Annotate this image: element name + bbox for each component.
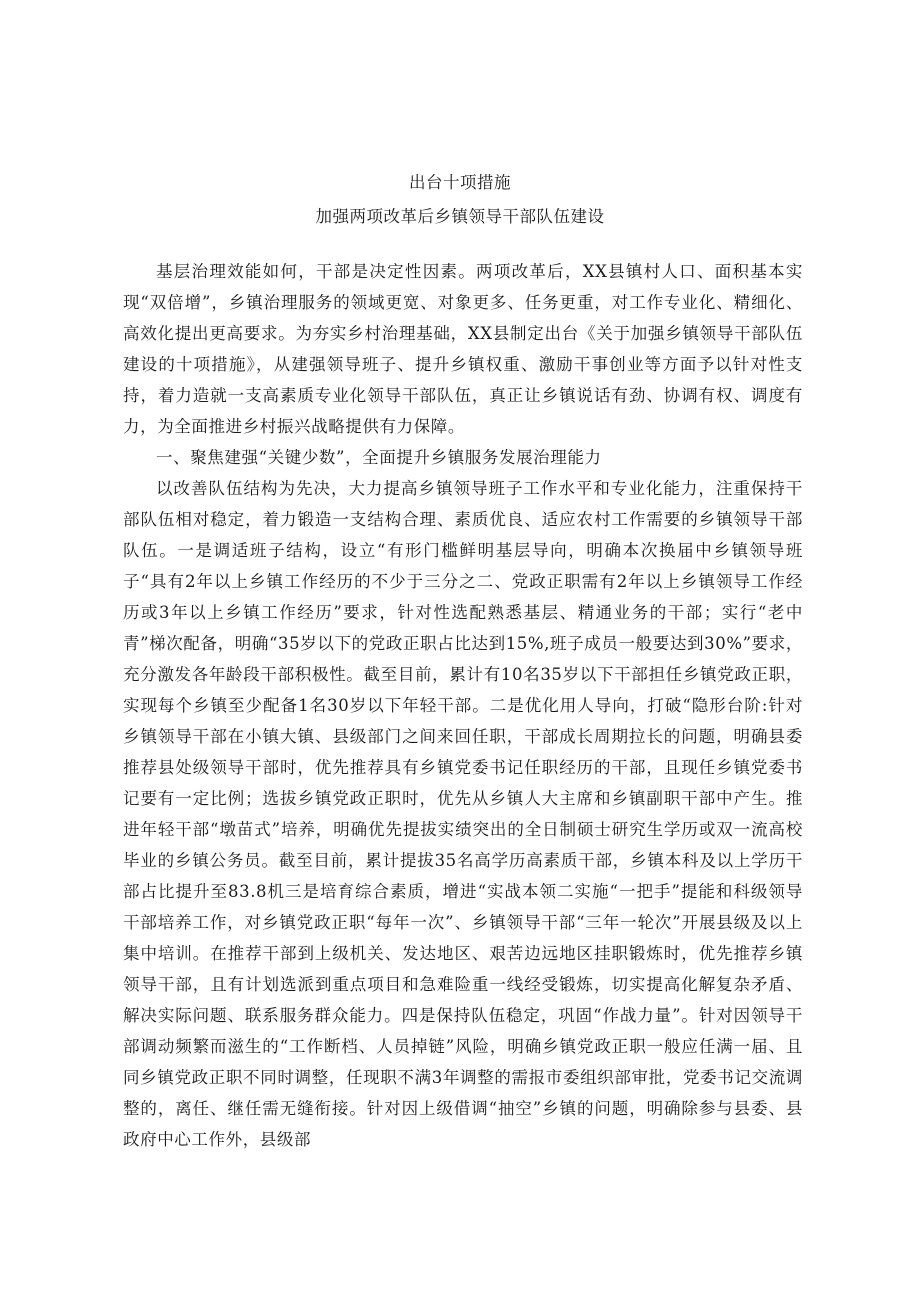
document-title: 出台十项措施 (409, 173, 511, 192)
section-heading: 一、聚焦建强“关键少数”，全面提升乡镇服务发展治理能力 (156, 448, 602, 467)
document-subtitle: 加强两项改革后乡镇领导干部队伍建设 (315, 207, 605, 226)
intro-paragraph: 基层治理效能如何，干部是决定性因素。两项改革后，XX县镇村人口、面积基本实现“双倍增”，乡镇治理服务的领域更宽、对象更多、任务更重，对工作专业化、精细化、高效化提出更高要求。为夯实乡村治理基础，XX县制定出台《关于加强乡镇领导干部队伍建设的十项措施》，从建强领导班子、提升乡镇权重、激励干事创业等方面予以针对性支持，着力造就一支高素质专业化领导干部队伍，真正让乡镇说话有劲、协调有权、调度有力，为全面推进乡村振兴战略提供有力保障。 (123, 262, 803, 436)
section-paragraph: 以改善队伍结构为先决，大力提高乡镇领导班子工作水平和专业化能力，注重保持干部队伍相对稳定，着力锻造一支结构合理、素质优良、适应农村工作需要的乡镇领导干部队伍。一是调适班子结构，设立“有形门槛鲜明基层导向，明确本次换届中乡镇领导班子“具有2年以上乡镇工作经历的不少于三分之二、党政正职需有2年以上乡镇领导工作经历或3年以上乡镇工作经历”要求，针对性选配熟悉基层、精通业务的干部；实行“老中青”梯次配备，明确“35岁以下的党政正职占比达到15%,班子成员一般要达到30%”要求，充分激发各年龄段干部积极性。截至目前，累计有10名35岁以下干部担任乡镇党政正职，实现每个乡镇至少配备1名30岁以下年轻干部。二是优化用人导向，打破“隐形台阶:针对乡镇领导干部在小镇大镇、县级部门之间来回任职，干部成长周期拉长的问题，明确县委推荐县处级领导干部时，优先推荐具有乡镇党委书记任职经历的干部，且现任乡镇党委书记要有一定比例；选拔乡镇党政正职时，优先从乡镇人大主席和乡镇副职干部中产生。推进年轻干部“墩苗式”培养，明确优先提拔实绩突出的全日制硕士研究生学历或双一流高校毕业的乡镇公务员。截至目前，累计提拔35名高学历高素质干部，乡镇本科及以上学历干部占比提升至83.8机三是培育综合素质，增进“实战本领二实施“一把手”提能和科级领导干部培养工作，对乡镇党政正职“每年一次”、乡镇领导干部“三年一轮次”开展县级及以上集中培训。在推荐干部到上级机关、发达地区、艰苦边远地区挂职锻炼时，优先推荐乡镇领导干部，且有计划选派到重点项目和急难险重一线经受锻炼，切实提高化解复杂矛盾、解决实际问题、联系服务群众能力。四是保持队伍稳定，巩固“作战力量”。针对因领导干部调动频繁而滋生的“工作断档、人员掉链”风险，明确乡镇党政正职一般应任满一届、且同乡镇党政正职不同时调整，任现职不满3年调整的需报市委组织部审批，党委书记交流调整的，离任、继任需无缝衔接。针对因上级借调“抽空”乡镇的问题，明确除参与县委、县政府中心工作外，县级部 (123, 479, 803, 1149)
document-body (123, 256, 803, 1155)
title-block (0, 166, 920, 234)
